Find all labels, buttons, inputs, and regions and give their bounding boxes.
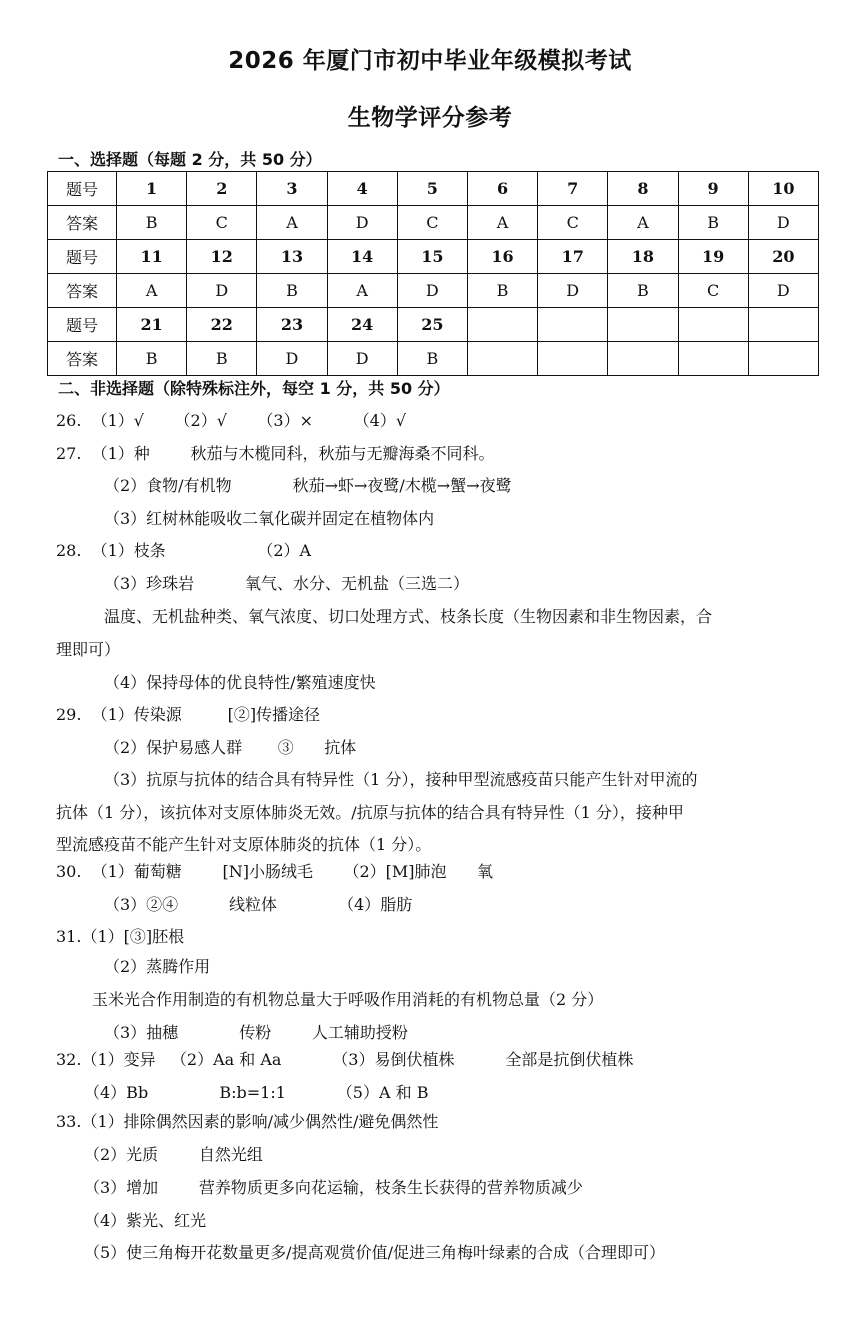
answer-cell: A [257, 206, 327, 240]
answer-cell: C [678, 274, 748, 308]
answer-cell: D [187, 274, 257, 308]
question-number-cell: 19 [678, 240, 748, 274]
answer-cell: C [187, 206, 257, 240]
answer-line: （3）红树林能吸收二氧化碳并固定在植物体内 [104, 509, 435, 528]
question-number-cell: 11 [117, 240, 187, 274]
answer-cell: C [397, 206, 467, 240]
answer-cell: D [397, 274, 467, 308]
answer-cell: B [397, 342, 467, 376]
question-label: 题号 [48, 172, 117, 206]
question-number-cell [608, 308, 678, 342]
answer-line: 抗体（1 分），该抗体对支原体肺炎无效。/抗原与抗体的结合具有特异性（1 分），接种甲 [56, 803, 684, 822]
answer-line: 33.（1）排除偶然因素的影响/减少偶然性/避免偶然性 [56, 1112, 439, 1131]
answer-line: （4）紫光、红光 [84, 1211, 207, 1230]
question-number-cell: 5 [397, 172, 467, 206]
question-number-row [48, 308, 819, 342]
answer-cell: B [117, 342, 187, 376]
question-number-cell: 6 [467, 172, 537, 206]
question-number-cell: 18 [608, 240, 678, 274]
answer-label: 答案 [48, 342, 117, 376]
answer-line: （2）蒸腾作用 [104, 957, 211, 976]
answer-line: 理即可） [56, 640, 121, 659]
answer-cell: B [678, 206, 748, 240]
answer-line: 玉米光合作用制造的有机物总量大于呼吸作用消耗的有机物总量（2 分） [92, 990, 604, 1009]
answer-line: （2）保护易感人群 ③ 抗体 [104, 738, 357, 757]
answer-line: （3）抗原与抗体的结合具有特异性（1 分），接种甲型流感疫苗只能产生针对甲流的 [104, 770, 698, 789]
question-number-cell: 12 [187, 240, 257, 274]
answer-cell [538, 342, 608, 376]
question-number-cell [467, 308, 537, 342]
answer-cell [678, 342, 748, 376]
answer-table [47, 171, 819, 376]
question-label: 题号 [48, 308, 117, 342]
answer-cell: D [327, 206, 397, 240]
question-number-row [48, 172, 819, 206]
answer-cell: B [117, 206, 187, 240]
question-number-cell: 10 [748, 172, 818, 206]
answer-cell: C [538, 206, 608, 240]
answer-row [48, 342, 819, 376]
answer-line: 31.（1）[③]胚根 [56, 927, 185, 946]
section-1-heading: 一、选择题（每题 2 分，共 50 分） [58, 150, 322, 169]
answer-cell: D [748, 274, 818, 308]
section-2-heading: 二、非选择题（除特殊标注外，每空 1 分，共 50 分） [58, 379, 450, 398]
answer-line: （5）使三角梅开花数量更多/提高观赏价值/促进三角梅叶绿素的合成（合理即可） [84, 1243, 665, 1262]
answer-cell: D [538, 274, 608, 308]
question-number-cell: 3 [257, 172, 327, 206]
question-number-cell: 1 [117, 172, 187, 206]
question-number-cell [678, 308, 748, 342]
answer-line: 温度、无机盐种类、氧气浓度、切口处理方式、枝条长度（生物因素和非生物因素，合 [104, 607, 713, 626]
question-number-cell: 9 [678, 172, 748, 206]
answer-line: 型流感疫苗不能产生针对支原体肺炎的抗体（1 分）。 [56, 835, 432, 854]
answer-cell: A [608, 206, 678, 240]
question-number-cell: 15 [397, 240, 467, 274]
answer-row [48, 206, 819, 240]
answer-cell [748, 342, 818, 376]
question-number-cell: 14 [327, 240, 397, 274]
question-label: 题号 [48, 240, 117, 274]
answer-cell: D [327, 342, 397, 376]
answer-line: 29. （1）传染源 [②]传播途径 [56, 705, 321, 724]
answer-cell: A [327, 274, 397, 308]
answer-label: 答案 [48, 274, 117, 308]
question-number-cell: 8 [608, 172, 678, 206]
answer-line: 27. （1）种 秋茄与木榄同科，秋茄与无瓣海桑不同科。 [56, 444, 495, 463]
answer-line: 26. （1）√ （2）√ （3）× （4）√ [56, 411, 407, 430]
answer-line: 28. （1）枝条 （2）A [56, 541, 312, 560]
answer-line: （2）食物/有机物 秋茄→虾→夜鹭/木榄→蟹→夜鹭 [104, 476, 512, 495]
question-number-cell: 23 [257, 308, 327, 342]
question-number-cell: 17 [538, 240, 608, 274]
answer-cell: B [187, 342, 257, 376]
question-number-cell: 20 [748, 240, 818, 274]
question-number-cell: 16 [467, 240, 537, 274]
question-number-cell: 13 [257, 240, 327, 274]
answer-cell: D [748, 206, 818, 240]
question-number-cell: 4 [327, 172, 397, 206]
question-number-cell: 22 [187, 308, 257, 342]
answer-cell: D [257, 342, 327, 376]
answer-line: （3）珍珠岩 氧气、水分、无机盐（三选二） [104, 574, 470, 593]
answer-cell: B [608, 274, 678, 308]
exam-subtitle: 生物学评分参考 [347, 105, 513, 131]
answer-cell: B [467, 274, 537, 308]
answer-cell [467, 342, 537, 376]
question-number-cell [748, 308, 818, 342]
answer-line: 30. （1）葡萄糖 [N]小肠绒毛 （2）[M]肺泡 氧 [56, 862, 494, 881]
answer-line: 32.（1）变异 （2）Aa 和 Aa （3）易倒伏植株 全部是抗倒伏植株 [56, 1050, 634, 1069]
question-number-row [48, 240, 819, 274]
answer-line: （3）②④ 线粒体 （4）脂肪 [104, 895, 413, 914]
exam-title: 2026 年厦门市初中毕业年级模拟考试 [228, 48, 632, 74]
question-number-cell [538, 308, 608, 342]
answer-line: （2）光质 自然光组 [84, 1145, 263, 1164]
question-number-cell: 2 [187, 172, 257, 206]
question-number-cell: 21 [117, 308, 187, 342]
answer-row [48, 274, 819, 308]
answer-cell: A [467, 206, 537, 240]
answer-label: 答案 [48, 206, 117, 240]
answer-line: （3）抽穗 传粉 人工辅助授粉 [104, 1023, 408, 1042]
answer-cell: A [117, 274, 187, 308]
answer-line: （4）Bb B:b=1:1 （5）A 和 B [84, 1083, 429, 1102]
question-number-cell: 7 [538, 172, 608, 206]
question-number-cell: 25 [397, 308, 467, 342]
answer-line: （4）保持母体的优良特性/繁殖速度快 [104, 673, 376, 692]
question-number-cell: 24 [327, 308, 397, 342]
answer-line: （3）增加 营养物质更多向花运输，枝条生长获得的营养物质减少 [84, 1178, 583, 1197]
answer-cell: B [257, 274, 327, 308]
answer-cell [608, 342, 678, 376]
